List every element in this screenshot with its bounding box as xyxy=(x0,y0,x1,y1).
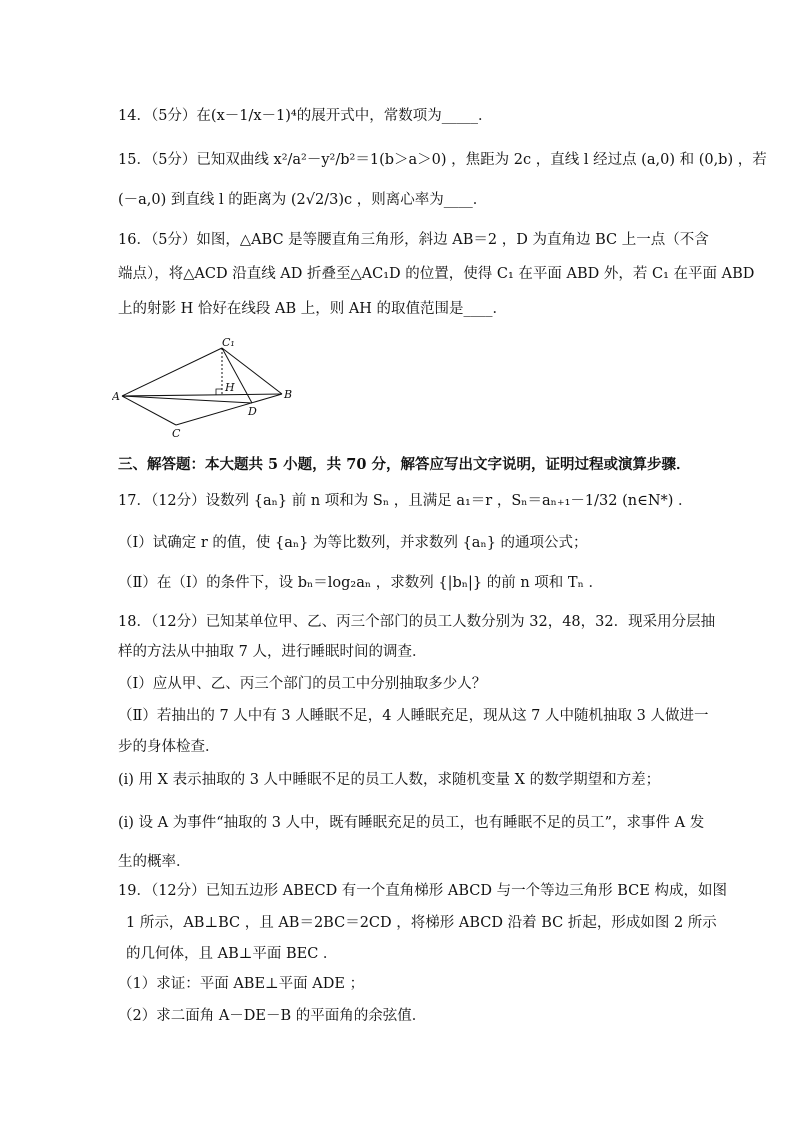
q19-line4: （1）求证：平面 ABE⊥平面 ADE ； xyxy=(118,976,365,992)
label-B: B xyxy=(284,388,293,401)
q18-line6: (i) 用 X 表示抽取的 3 人中睡眠不足的员工人数，求随机变量 X 的数学期望和方差； xyxy=(118,772,661,788)
geometry-figure xyxy=(112,334,312,444)
q15-line2: (－a,0) 到直线 l 的距离为 (2√2/3)c ，则离心率为____． xyxy=(118,192,488,208)
q18-line2: 样的方法从中抽取 7 人，进行睡眠时间的调查． xyxy=(118,644,427,660)
q19-line1: 19．（12分）已知五边形 ABECD 有一个直角梯形 ABCD 与一个等边三角形 BCE 构成，如图 xyxy=(118,883,727,899)
q17-line1: 17．（12分）设数列 {aₙ} 前 n 项和为 Sₙ ，且满足 a₁＝r ，Sₙ＝aₙ₊₁－1/32 (n∈N*) ． xyxy=(118,493,693,509)
segment-AC1 xyxy=(122,348,222,396)
label-H: H xyxy=(225,381,235,394)
label-C: C xyxy=(172,427,181,440)
q18-line7: (i) 设 A 为事件“抽取的 3 人中，既有睡眠充足的员工，也有睡眠不足的员工”，求事件 A 发 xyxy=(118,815,705,831)
q17-line3: （Ⅱ）在（Ⅰ）的条件下，设 bₙ＝log₂aₙ ，求数列 {|bₙ|} 的前 n 项和 Tₙ ． xyxy=(118,575,603,591)
q18-line1: 18．（12分）已知某单位甲、乙、丙三个部门的员工人数分别为 32，48，32．现采用分层抽 xyxy=(118,614,716,630)
q15-line1: 15．（5分）已知双曲线 x²/a²－y²/b²＝1(b＞a＞0) ，焦距为 2c ，直线 l 经过点 (a,0) 和 (0,b) ，若 xyxy=(118,152,767,168)
label-C1: C₁ xyxy=(222,336,235,349)
label-A: A xyxy=(112,390,120,403)
q18-line8: 生的概率． xyxy=(118,854,191,870)
q14-text: 14．（5分）在(x－1/x－1)⁴的展开式中，常数项为_____． xyxy=(118,108,493,124)
segment-CB xyxy=(176,394,282,425)
q18-line4: （Ⅱ）若抽出的 7 人中有 3 人睡眠不足，4 人睡眠充足，现从这 7 人中随机抽取 3 人做进一 xyxy=(118,708,709,724)
label-D: D xyxy=(248,405,257,418)
q19-line3: 的几何体，且 AB⊥平面 BEC ． xyxy=(126,946,338,962)
q19-line2: 1 所示，AB⊥BC ，且 AB＝2BC＝2CD ，将梯形 ABCD 沿着 BC 折起，形成如图 2 所示 xyxy=(126,915,717,931)
segment-AD xyxy=(122,396,252,403)
segment-AC xyxy=(122,396,176,425)
q18-line3: （Ⅰ）应从甲、乙、丙三个部门的员工中分别抽取多少人？ xyxy=(118,676,487,692)
q16-line2: 端点），将△ACD 沿直线 AD 折叠至△AC₁D 的位置，使得 C₁ 在平面 ABD 外，若 C₁ 在平面 ABD xyxy=(118,266,755,282)
q17-line2: （Ⅰ）试确定 r 的值，使 {aₙ} 为等比数列，并求数列 {aₙ} 的通项公式； xyxy=(118,535,588,551)
right-angle-mark xyxy=(216,389,222,395)
q16-line3: 上的射影 H 恰好在线段 AB 上，则 AH 的取值范围是____． xyxy=(118,301,508,317)
segment-AB xyxy=(122,394,282,396)
q18-line5: 步的身体检查． xyxy=(118,739,220,755)
q19-line5: （2）求二面角 A－DE－B 的平面角的余弦值． xyxy=(118,1008,427,1024)
section-heading: 三、解答题：本大题共 5 小题，共 70 分，解答应写出文字说明，证明过程或演算步骤． xyxy=(118,456,691,473)
q16-line1: 16．（5分）如图，△ABC 是等腰直角三角形，斜边 AB＝2 ，D 为直角边 BC 上一点（不含 xyxy=(118,232,709,248)
